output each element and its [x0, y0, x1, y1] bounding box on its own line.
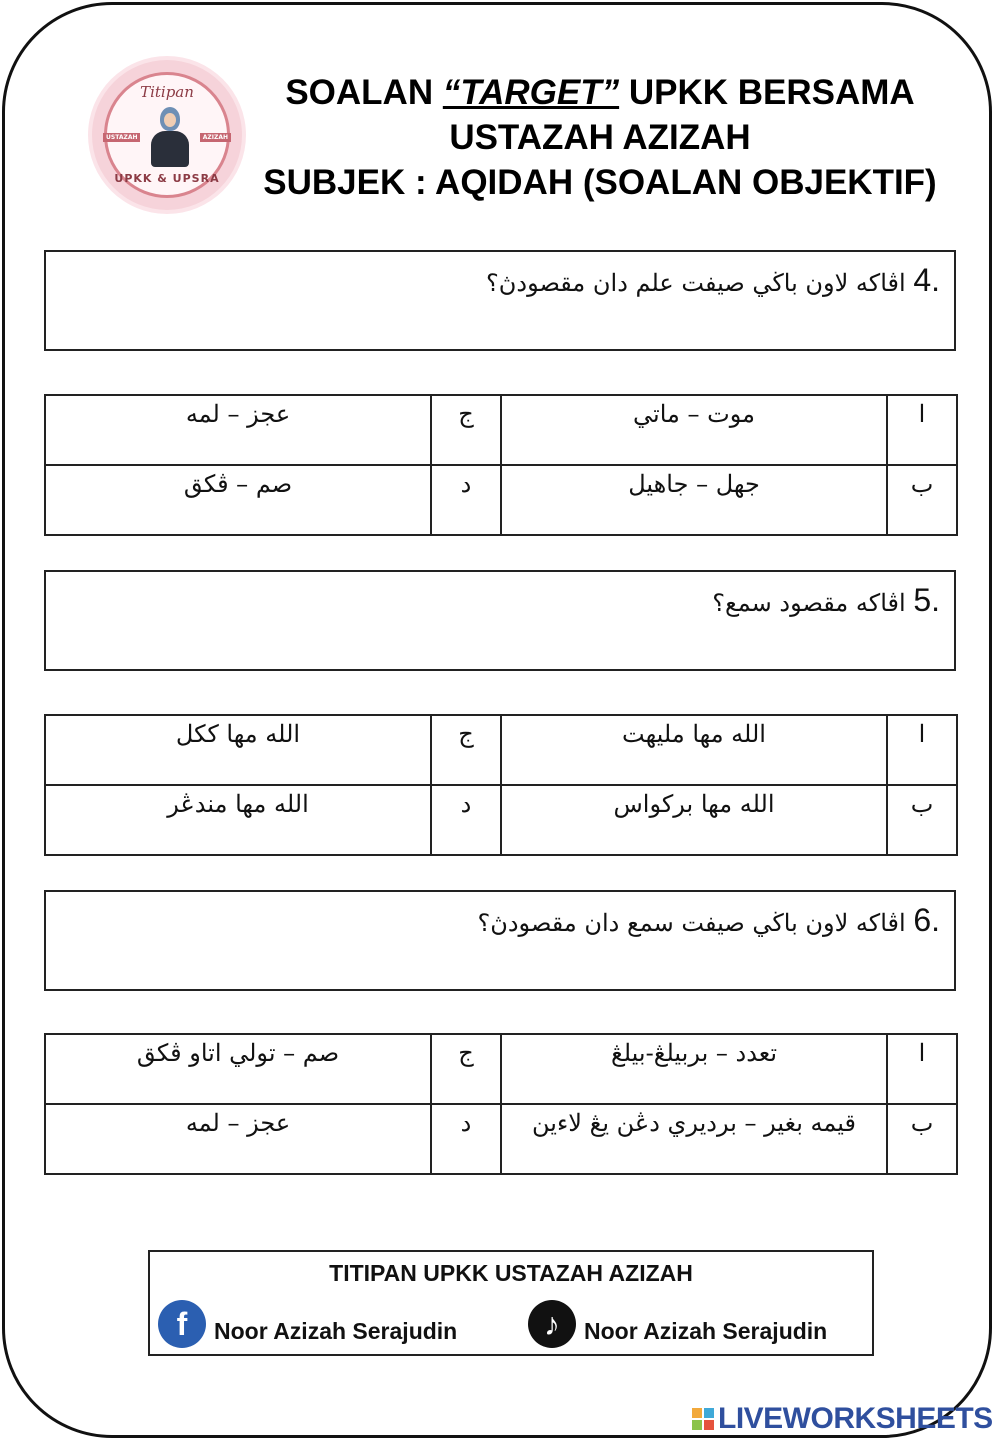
- question-text: 6. اڤاكه لاون باڬي صيفت سمع دان مقصودڽ؟: [477, 902, 940, 938]
- options-table: [44, 714, 958, 856]
- question-number: 5.: [913, 582, 940, 618]
- question-box: [44, 570, 956, 671]
- option-text[interactable]: تعدد – بربيلڠ-بيلڠ: [501, 1034, 887, 1104]
- option-letter: د: [431, 1104, 501, 1174]
- option-text[interactable]: صم – تولي اتاو ڤكق: [45, 1034, 431, 1104]
- option-text[interactable]: جهل – جاهيل: [501, 465, 887, 535]
- title-target-word: “TARGET”: [442, 73, 620, 112]
- option-letter: ج: [431, 1034, 501, 1104]
- question-box: [44, 890, 956, 991]
- tiktok-icon: ♪: [528, 1300, 576, 1348]
- option-letter: د: [431, 465, 501, 535]
- option-letter: ب: [887, 1104, 957, 1174]
- options-table: [44, 1033, 958, 1175]
- option-letter: ج: [431, 395, 501, 465]
- question-text: 4. اڤاكه لاون باڬي صيفت علم دان مقصودڽ؟: [486, 262, 940, 298]
- facebook-link[interactable]: [158, 1300, 457, 1348]
- tiktok-link[interactable]: [528, 1300, 827, 1348]
- title-line-1: SOALAN “TARGET” UPKK BERSAMA: [285, 73, 915, 112]
- title-line-3: SUBJEK : AQIDAH (SOALAN OBJEKTIF): [263, 163, 937, 202]
- liveworksheets-logo: [692, 1402, 993, 1436]
- option-text[interactable]: قيمه بغير – برديري دڠن يڠ لاءين: [501, 1104, 887, 1174]
- option-text[interactable]: عجز – لمه: [45, 1104, 431, 1174]
- option-text[interactable]: الله مها ككل: [45, 715, 431, 785]
- footer-box: [148, 1250, 874, 1356]
- ustazah-portrait: [151, 107, 189, 167]
- option-text[interactable]: الله مها مليهت: [501, 715, 887, 785]
- title-line-2: USTAZAH AZIZAH: [449, 118, 751, 157]
- options-row: [45, 1104, 957, 1174]
- option-letter: ج: [431, 715, 501, 785]
- question-number: 6.: [913, 902, 940, 938]
- option-letter: د: [431, 785, 501, 855]
- facebook-name: Noor Azizah Serajudin: [214, 1317, 458, 1344]
- footer-title: TITIPAN UPKK USTAZAH AZIZAH: [329, 1260, 693, 1286]
- page-title: [250, 70, 950, 205]
- option-text[interactable]: الله مها بركواس: [501, 785, 887, 855]
- option-letter: ا: [887, 1034, 957, 1104]
- option-text[interactable]: عجز – لمه: [45, 395, 431, 465]
- option-letter: ب: [887, 465, 957, 535]
- facebook-icon: f: [158, 1300, 206, 1348]
- options-row: [45, 395, 957, 465]
- option-text[interactable]: صم – ڤكق: [45, 465, 431, 535]
- liveworksheets-blocks-icon: [692, 1408, 714, 1430]
- question-number: 4.: [913, 262, 940, 298]
- liveworksheets-wordmark: LIVEWORKSHEETS: [718, 1402, 993, 1435]
- options-row: [45, 1034, 957, 1104]
- question-box: [44, 250, 956, 351]
- option-text[interactable]: الله مها مندڠر: [45, 785, 431, 855]
- options-row: [45, 715, 957, 785]
- option-text[interactable]: موت – ماتي: [501, 395, 887, 465]
- logo-ribbon-right: AZIZAH: [200, 133, 231, 142]
- options-row: [45, 785, 957, 855]
- tiktok-name: Noor Azizah Serajudin: [584, 1317, 828, 1344]
- option-letter: ا: [887, 715, 957, 785]
- option-letter: ب: [887, 785, 957, 855]
- logo-ribbon-left: USTAZAH: [103, 133, 140, 142]
- option-letter: ا: [887, 395, 957, 465]
- options-table: [44, 394, 958, 536]
- options-row: [45, 465, 957, 535]
- logo-bottom-text: UPKK & UPSRA: [114, 172, 220, 185]
- logo-top-text: Titipan: [140, 83, 194, 101]
- question-text: 5. اڤاكه مقصود سمع؟: [712, 582, 940, 618]
- titipan-logo: [92, 60, 242, 210]
